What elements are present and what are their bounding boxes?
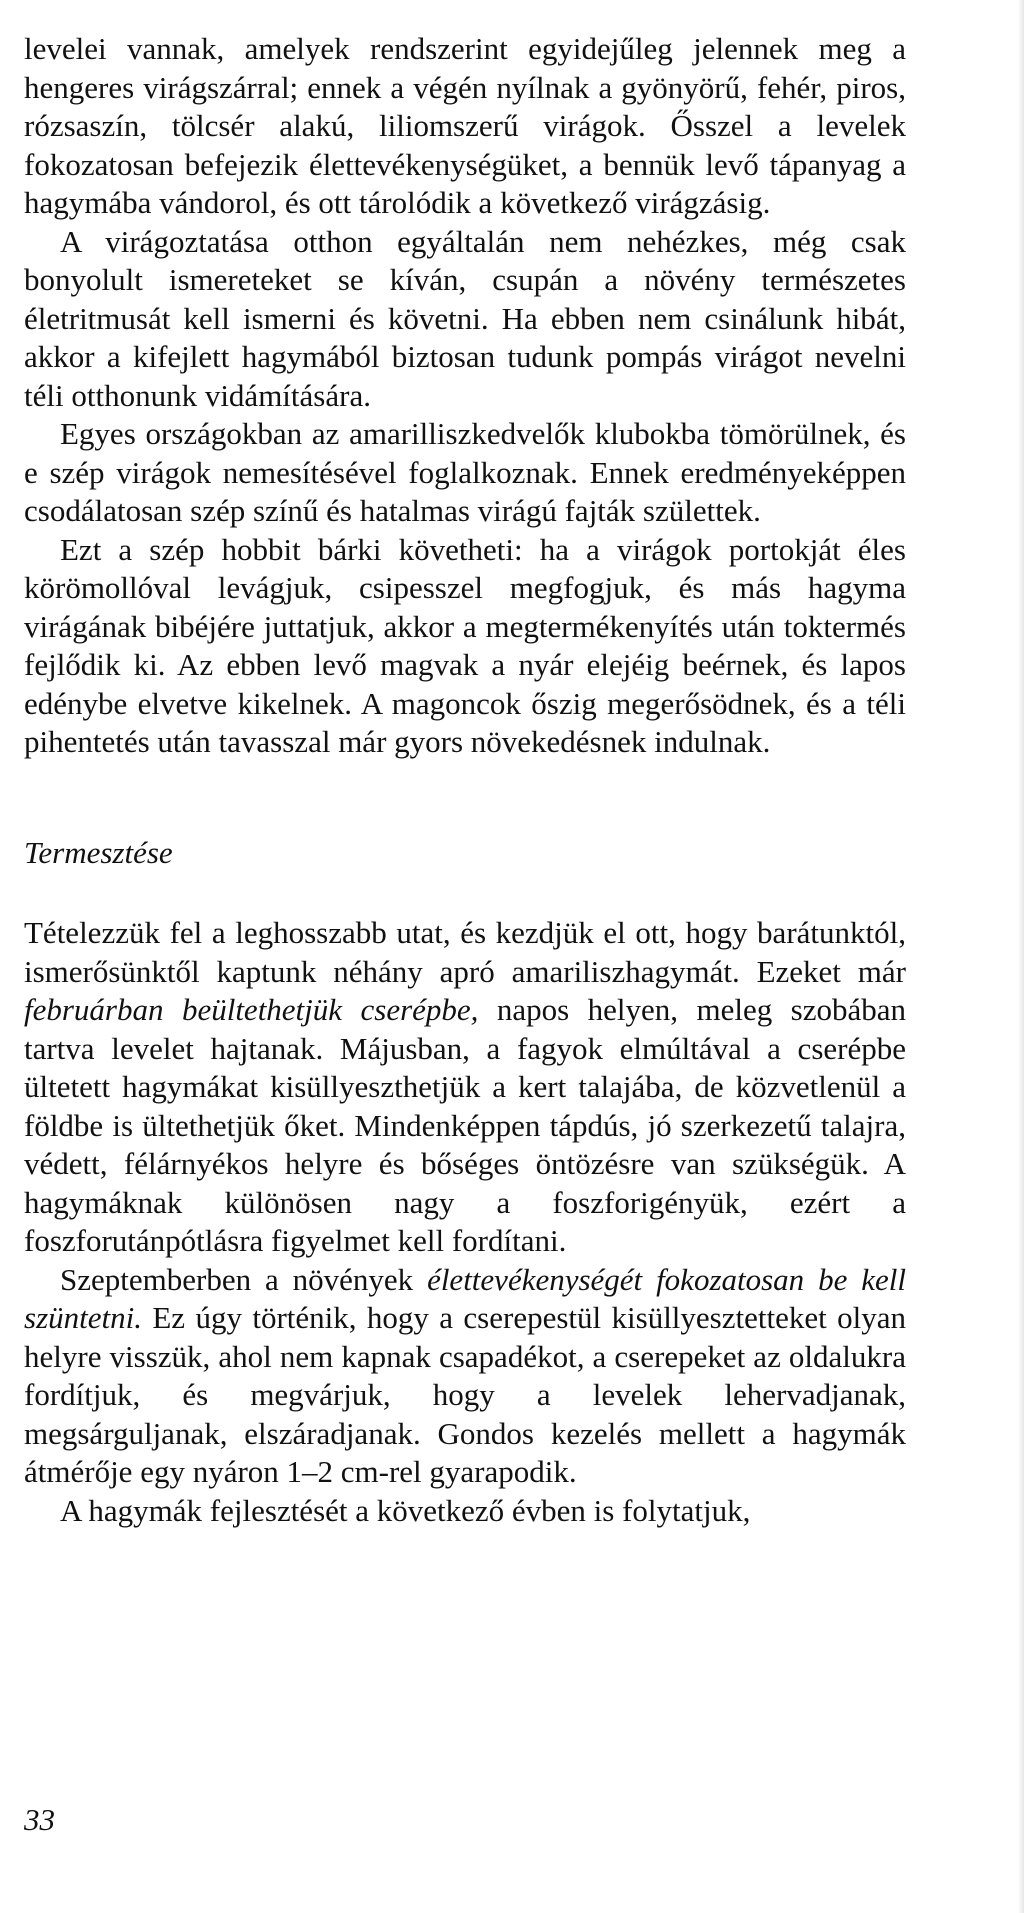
text-run: Tételezzük fel a leghosszabb utat, és kezdjük el ott, hogy barátunktól, ismerősünktől kaptunk néhány apró amariliszhagymát. Ezeket már [24,915,906,989]
page-edge-shadow [1018,0,1024,1913]
paragraph-flowering-at-home: A virágoztatása otthon egyáltalán nem nehézkes, még csak bonyolult ismereteket se kíván, csupán a növény természetes életritmusát kell ismerni és követni. Ha ebben nem csinálunk hibát, akkor a kifejlett hagymából biztosan tudunk pompás virágot nevelni téli otthonunk vidámítására. [24,223,906,413]
section-heading: Termesztése [24,834,173,870]
paragraph-cultivation-2 [24,1261,906,1492]
text-run: Ez úgy történik, hogy a cserepestül kisüllyesztetteket olyan helyre visszük, ahol nem kapnak csapadékot, a cserepeket az oldalukra fordítjuk, és megvárjuk, hogy a levelek lehervadjanak, megsárguljanak, elszáradjanak. Gondos kezelés mellett a hagymák átmérője egy nyáron 1–2 cm-rel gyarapodik. [24,1300,906,1489]
paragraph-clubs: Egyes országokban az amarilliszkedvelők klubokba tömörülnek, és e szép virágok nemesítésével foglalkoznak. Ennek eredményeképpen csodálatosan szép színű és hatalmas virágú fajták születtek. [24,416,906,528]
page-number: 33 [24,1802,55,1837]
book-page [24,30,906,1890]
emphasis-run: februárban beültethetjük cserépbe, [24,992,479,1027]
text-run: napos helyen, meleg szobában tartva levelet hajtanak. Májusban, a fagyok elmúltával a cserépbe ültetett hagymákat kisüllyeszthetjük a kert talajába, de közvetlenül a földbe is ültethetjük őket. Mindenképpen tápdús, jó szerkezetű talajra, védett, félárnyékos helyre és bőséges öntözésre van szükségük. A hagymáknak különösen nagy a foszforigényük, ezért a foszforutánpótlásra figyelmet kell fordítani. [24,992,906,1258]
text-run: Szeptemberben a növények [60,1261,428,1297]
paragraph-intro: levelei vannak, amelyek rendszerint egyidejűleg jelennek meg a hengeres virágszárral; ennek a végén nyílnak a gyönyörű, fehér, piros, rózsaszín, tölcsér alakú, liliomszerű virágok. Ősszel a levelek fokozatosan befejezik élettevékenységüket, a bennük levő tápanyag a hagymába vándorol, és ott tárolódik a következő virágzásig. [24,31,906,220]
emphasis-run: élettevékenységét fokozatosan be kell szüntetni. [24,1261,906,1335]
paragraph-cultivation-3: A hagymák fejlesztését a következő évben is folytatjuk, [60,1492,751,1528]
paragraph-cultivation-1 [24,914,906,1261]
paragraph-hobby: Ezt a szép hobbit bárki követheti: ha a virágok portokját éles körömollóval levágjuk, csipesszel megfogjuk, és más hagyma virágának bibéjére juttatjuk, akkor a megtermékenyítés után toktermés fejlődik ki. Az ebben levő magvak a nyár elejéig beérnek, és lapos edénybe elvetve kikelnek. A magoncok őszig megerősödnek, és a téli pihentetés után tavasszal már gyors növekedésnek indulnak. [24,531,906,759]
